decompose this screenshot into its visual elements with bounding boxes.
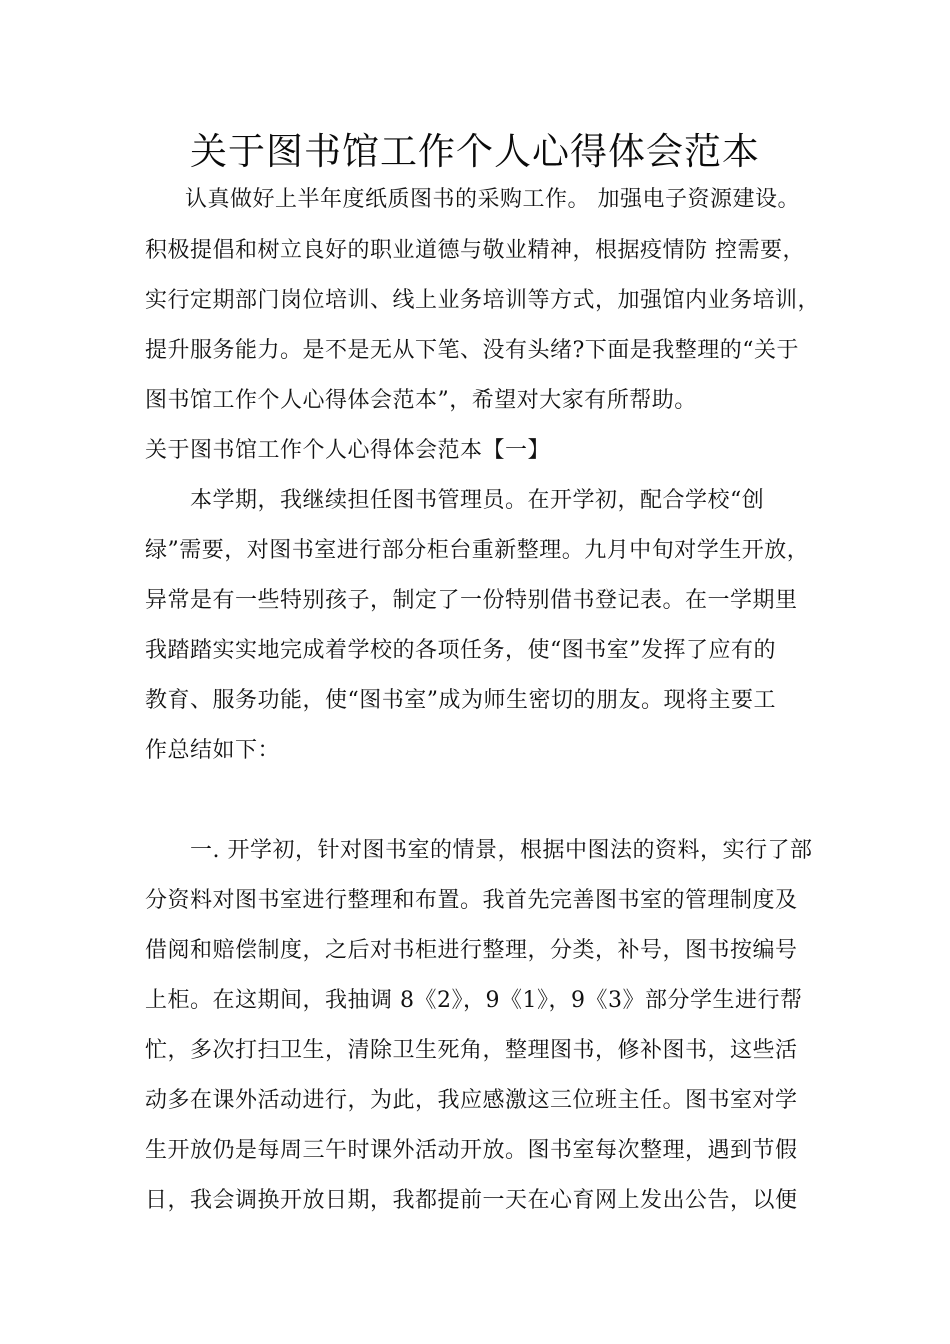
- paragraph1-line-1: 本学期，我继续担任图书管理员。在开学初，配合学校“创: [190, 488, 765, 513]
- paragraph1-line-3: 异常是有一些特别孩子，制定了一份特别借书登记表。在一学期里: [145, 588, 798, 613]
- paragraph2-line-7: 生开放仍是每周三午时课外活动开放。图书室每次整理，遇到节假: [145, 1138, 798, 1163]
- paragraph2-line-4: 上柜。在这期间，我抽调 8《2》，9《1》，9《3》部分学生进行帮: [145, 988, 803, 1013]
- paragraph2-line-3: 借阅和赔偿制度，之后对书柜进行整理，分类，补号，图书按编号: [145, 938, 798, 963]
- intro-line-5: 图书馆工作个人心得体会范本”，希望对大家有所帮助。: [145, 388, 697, 413]
- paragraph2-line-2: 分资料对图书室进行整理和布置。我首先完善图书室的管理制度及: [145, 888, 798, 913]
- section-heading: 关于图书馆工作个人心得体会范本【一】: [145, 438, 551, 463]
- paragraph1-line-6: 作总结如下：: [145, 738, 281, 763]
- intro-line-1: 认真做好上半年度纸质图书的采购工作。 加强电子资源建设。: [185, 187, 800, 212]
- paragraph2-line-8: 日，我会调换开放日期，我都提前一天在心育网上发出公告，以便: [145, 1188, 798, 1213]
- intro-line-4: 提升服务能力。是不是无从下笔、没有头绪?下面是我整理的“关于: [145, 338, 800, 363]
- intro-line-3: 实行定期部门岗位培训、线上业务培训等方式，加强馆内业务培训，: [145, 288, 821, 313]
- paragraph2-line-6: 动多在课外活动进行，为此，我应感激这三位班主任。图书室对学: [145, 1088, 798, 1113]
- paragraph1-line-5: 教育、服务功能，使“图书室”成为师生密切的朋友。现将主要工: [145, 688, 776, 713]
- paragraph2-line-1: 一. 开学初，针对图书室的情景，根据中图法的资料，实行了部: [190, 838, 813, 863]
- paragraph2-line-5: 忙，多次打扫卫生，清除卫生死角，整理图书，修补图书，这些活: [145, 1038, 798, 1063]
- document-title: 关于图书馆工作个人心得体会范本: [190, 130, 760, 173]
- paragraph1-line-2: 绿”需要，对图书室进行部分柜台重新整理。九月中旬对学生开放，: [145, 538, 810, 563]
- intro-line-2: 积极提倡和树立良好的职业道德与敬业精神，根据疫情防 控需要，: [145, 238, 805, 263]
- paragraph1-line-4: 我踏踏实实地完成着学校的各项任务，使“图书室”发挥了应有的: [145, 638, 776, 663]
